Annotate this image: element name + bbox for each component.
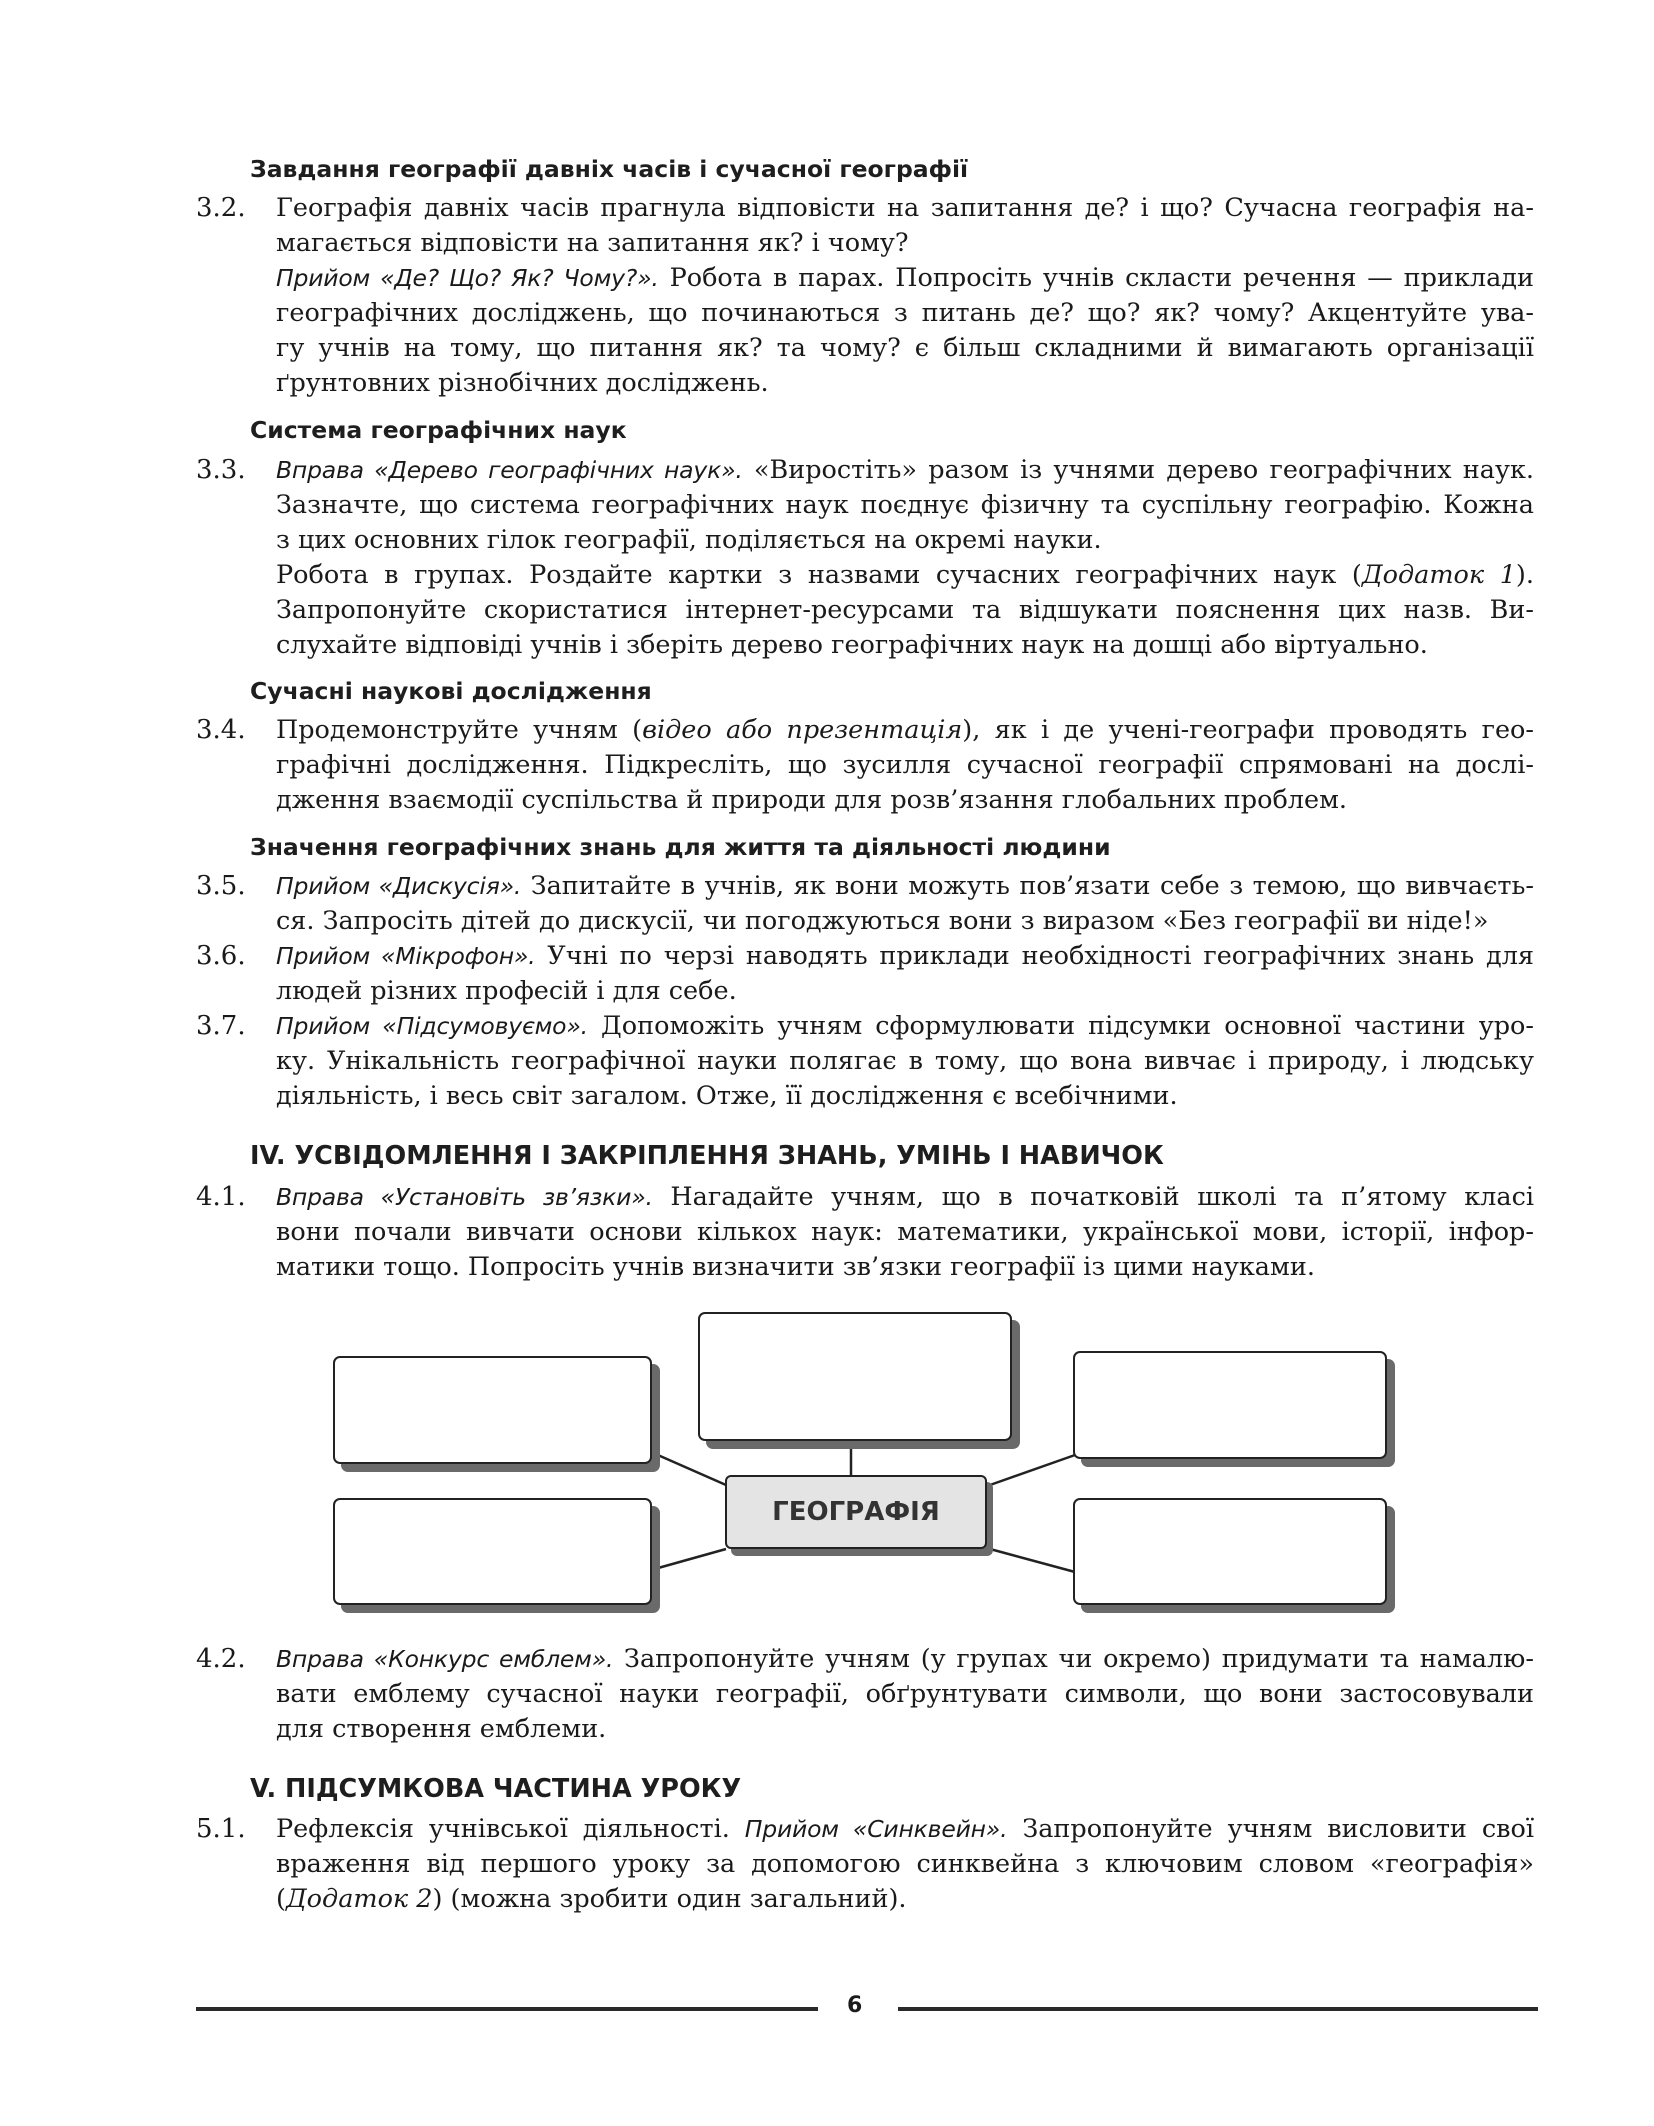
diagram-center-geography: ГЕОГРАФІЯ bbox=[725, 1475, 987, 1549]
diagram-box-bottom-left bbox=[333, 1498, 652, 1605]
item-text: Вправа «Установіть зв’язки». Нагадайте учням, що в початковій школі та п’ятому класі вони почали вивчати основи кількох наук: математики, української мови, історії, інфор- матики тощо. Попросіть учнів визначити зв’язки географії із цими науками. bbox=[276, 1182, 1535, 1282]
item-text: Прийом «Мікрофон». Учні по черзі наводять приклади необхідності географічних знань для людей різних професій і для себе. bbox=[276, 941, 1535, 1006]
item-text: Рефлексія учнівської діяльності. Прийом «Синквейн». Запропонуйте учням висловити свої враження від першого уроку за допомогою синквейна з ключовим словом «географія» (Додаток 2) (можна зробити один загальний). bbox=[276, 1814, 1535, 1914]
connector-top-right bbox=[990, 1455, 1075, 1485]
heading-section-iv: IV. УСВІДОМЛЕННЯ І ЗАКРІПЛЕННЯ ЗНАНЬ, УМІНЬ І НАВИЧОК bbox=[250, 1141, 1164, 1171]
connector-bottom-right bbox=[990, 1549, 1075, 1572]
item-number: 3.5. bbox=[196, 871, 246, 901]
diagram-box-top bbox=[698, 1312, 1012, 1441]
footer-rule-right bbox=[898, 2007, 1538, 2011]
page-number: 6 bbox=[847, 1993, 863, 2018]
footer-rule-left bbox=[196, 2007, 818, 2011]
item-number: 3.4. bbox=[196, 715, 246, 745]
item-number: 5.1. bbox=[196, 1814, 246, 1844]
heading-modern-research: Сучасні наукові дослідження bbox=[250, 677, 652, 705]
item-text: Вправа «Дерево географічних наук». «Виростіть» разом із учнями дерево географічних наук. Зазначте, що система географічних наук поєднує фізичну та суспільну географію. Кожна з цих основних гілок географії, поділяється на окремі науки. Робота в групах. Роздайте картки з назвами сучасних географічних наук (Додаток 1). Запропонуйте скористатися інтернет-ресурсами та відшукати пояснення цих назв. Ви- слухайте відповіді учнів і зберіть дерево географічних наук на дошці або віртуально. bbox=[276, 455, 1535, 660]
heading-section-v: V. ПІДСУМКОВА ЧАСТИНА УРОКУ bbox=[250, 1774, 742, 1804]
item-number: 3.6. bbox=[196, 941, 246, 971]
heading-value-of-knowledge: Значення географічних знань для життя та діяльності людини bbox=[250, 833, 1111, 861]
item-text: Продемонструйте учням (відео або презентація), як і де учені-географи проводять гео- графічні дослідження. Підкресліть, що зусилля сучасної географії спрямовані на дослі- дження взаємодії суспільства й природи для розв’язання глобальних проблем. bbox=[276, 715, 1535, 815]
item-number: 3.3. bbox=[196, 455, 246, 485]
heading-geography-system: Система географічних наук bbox=[250, 416, 627, 444]
connector-bottom-left bbox=[651, 1549, 726, 1570]
item-text: Прийом «Дискусія». Запитайте в учнів, як вони можуть пов’язати себе з темою, що вивчаєть- ся. Запросіть дітей до дискусії, чи погоджуються вони з виразом «Без географії ви ніде!» bbox=[276, 871, 1534, 936]
diagram-box-top-left bbox=[333, 1356, 652, 1464]
heading-ancient-modern-geography: Завдання географії давніх часів і сучасної географії bbox=[250, 155, 969, 183]
item-text: Прийом «Підсумовуємо». Допоможіть учням сформулювати підсумки основної частини уро- ку. Унікальність географічної науки полягає в тому, що вона вивчає і природу, і людську діяльність, і весь світ загалом. Отже, її дослідження є всебічними. bbox=[276, 1011, 1534, 1111]
item-number: 4.2. bbox=[196, 1644, 246, 1674]
item-number: 4.1. bbox=[196, 1182, 246, 1212]
diagram-box-bottom-right bbox=[1073, 1498, 1387, 1605]
item-text: Географія давніх часів прагнула відповісти на запитання де? і що? Сучасна географія на- магається відповісти на запитання як? і чому? Прийом «Де? Що? Як? Чому?». Робота в парах. Попросіть учнів скласти речення — приклади географічних досліджень, що починаються з питань де? що? як? чому? Акцентуйте ува- гу учнів на тому, що питання як? та чому? є більш складними й вимагають організації ґрунтовних різнобічних досліджень. bbox=[276, 193, 1534, 398]
connector-top-left bbox=[651, 1452, 726, 1485]
item-number: 3.7. bbox=[196, 1011, 246, 1041]
item-text: Вправа «Конкурс емблем». Запропонуйте учням (у групах чи окремо) придумати та намалю- вати емблему сучасної науки географії, обґрунтувати символи, що вони застосовували для створення емблеми. bbox=[276, 1644, 1534, 1744]
diagram-box-top-right bbox=[1073, 1351, 1387, 1459]
item-number: 3.2. bbox=[196, 193, 246, 223]
